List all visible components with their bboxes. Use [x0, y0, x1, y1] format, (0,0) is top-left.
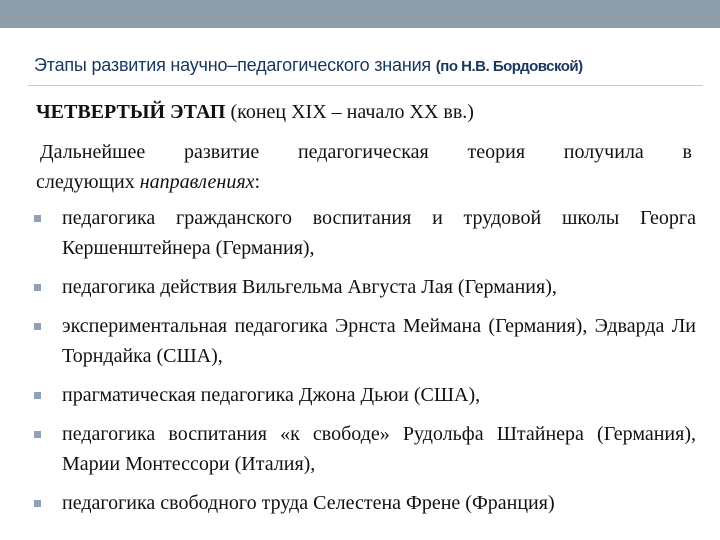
intro-line-2-prefix: следующих [36, 171, 140, 193]
stage-heading [36, 101, 474, 124]
intro-line-2-emphasis: направлениях [139, 171, 255, 193]
list-item [34, 311, 696, 371]
list-item-text: прагматическая педагогика Джона Дьюи (США), [62, 384, 481, 406]
list-item-text: педагогика действия Вильгельма Августа Лая (Германия), [62, 276, 557, 298]
stage-period: (конец XIX – начало XX вв.) [225, 101, 474, 123]
directions-list [34, 203, 696, 527]
list-item-text: педагогика воспитания «к свободе» Рудольфа Штайнера (Германия), Марии Монтессори (Италия), [62, 423, 696, 475]
intro-paragraph [36, 137, 692, 197]
slide-title [34, 55, 710, 76]
list-item-text: экспериментальная педагогика Эрнста Меймана (Германия), Эдварда Ли Торндайка (США), [62, 315, 696, 367]
list-item-text: педагогика свободного труда Селестена Френе (Франция) [62, 492, 555, 514]
list-item [34, 488, 696, 518]
list-item [34, 380, 696, 410]
square-bullet-icon [34, 215, 41, 222]
square-bullet-icon [34, 431, 41, 438]
slide-title-author: (по Н.В. Бордовской) [435, 58, 583, 75]
title-divider [28, 85, 703, 86]
square-bullet-icon [34, 392, 41, 399]
list-item [34, 419, 696, 479]
top-banner [0, 0, 720, 28]
stage-name: ЧЕТВЕРТЫЙ ЭТАП [36, 101, 226, 123]
list-item [34, 203, 696, 263]
list-item-text: педагогика гражданского воспитания и трудовой школы Георга Кершенштейнера (Германия), [62, 207, 696, 259]
list-item [34, 272, 696, 302]
intro-line-2-suffix: : [254, 171, 261, 193]
intro-line-1: Дальнейшее развитие педагогическая теория получила в [40, 141, 692, 163]
slide-title-main: Этапы развития научно–педагогического знания [34, 55, 431, 75]
square-bullet-icon [34, 323, 41, 330]
square-bullet-icon [34, 500, 41, 507]
square-bullet-icon [34, 284, 41, 291]
